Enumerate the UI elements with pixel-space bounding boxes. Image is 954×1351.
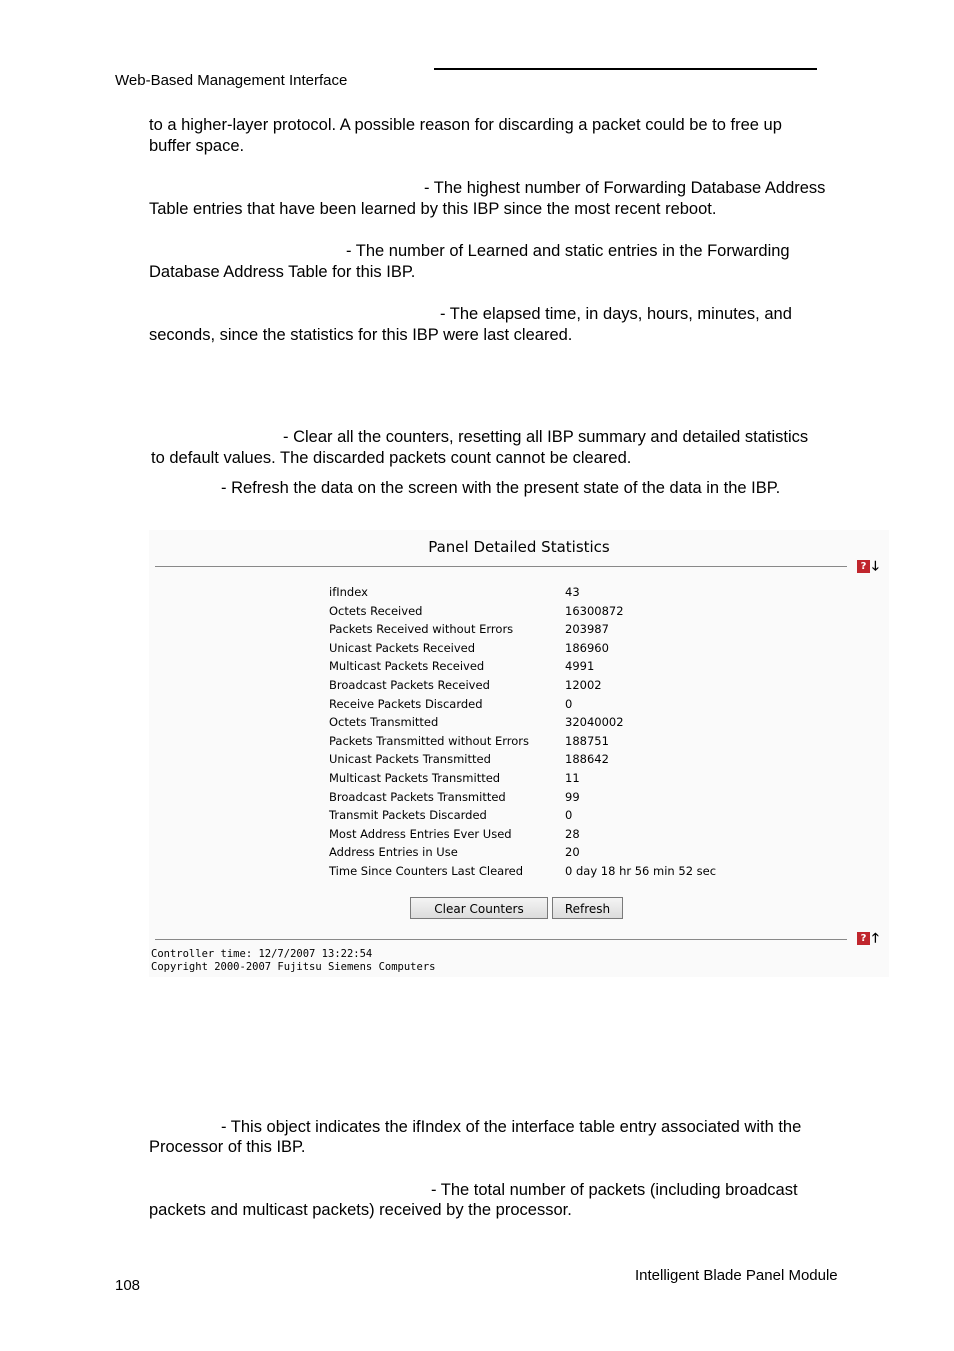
paragraph-time-since-cleared-line1: - The elapsed time, in days, hours, minutes, and	[440, 305, 792, 323]
stat-value: 32040002	[565, 715, 624, 730]
paragraph-packets-received-line2: packets and multicast packets) received by the processor.	[149, 1201, 572, 1219]
paragraph-entries-in-use-line1: - The number of Learned and static entries in the Forwarding	[346, 242, 790, 260]
stat-value: 0	[565, 808, 573, 823]
stat-value: 11	[565, 770, 580, 785]
paragraph-refresh-line1: - Refresh the data on the screen with the present state of the data in the IBP.	[221, 479, 781, 497]
stat-label: Unicast Packets Received	[329, 640, 476, 655]
clear-counters-button[interactable]: Clear Counters	[410, 897, 548, 919]
stat-value: 186960	[565, 640, 609, 655]
stat-value: 188642	[565, 752, 609, 767]
stat-value: 28	[565, 826, 580, 841]
refresh-button[interactable]: Refresh	[552, 897, 623, 919]
panel-title: Panel Detailed Statistics	[428, 538, 610, 556]
page-number: 108	[115, 1277, 141, 1294]
stat-value: 99	[565, 789, 580, 804]
stat-label: Octets Transmitted	[329, 715, 439, 730]
header-rule	[434, 68, 817, 70]
bottom-divider	[155, 939, 847, 940]
stat-value: 43	[565, 585, 580, 599]
paragraph-clear-counters-line2: to default values. The discarded packets count cannot be cleared.	[151, 449, 632, 467]
stat-value: 12002	[565, 677, 602, 692]
stat-label: Packets Transmitted without Errors	[329, 733, 530, 748]
stat-label: Most Address Entries Ever Used	[329, 826, 512, 841]
controller-time: Controller time: 12/7/2007 13:22:54	[151, 948, 373, 960]
paragraph-most-entries-line1: - The highest number of Forwarding Database Address	[424, 179, 826, 197]
stat-label: Receive Packets Discarded	[329, 696, 483, 711]
stat-label: ifIndex	[329, 585, 368, 599]
help-icon-bottom[interactable]: ?	[857, 932, 870, 945]
stat-value: 4991	[565, 659, 595, 674]
paragraph-discard-line2: buffer space.	[149, 137, 245, 155]
page-header-title: Web-Based Management Interface	[115, 72, 348, 89]
arrow-down-icon[interactable]: 🡓	[872, 559, 879, 574]
stat-label: Multicast Packets Received	[329, 659, 485, 674]
stat-label: Address Entries in Use	[329, 845, 458, 860]
stat-label: Broadcast Packets Transmitted	[329, 789, 506, 804]
stat-value: 203987	[565, 622, 609, 637]
paragraph-clear-counters-line1: - Clear all the counters, resetting all IBP summary and detailed statistics	[283, 428, 809, 446]
copyright: Copyright 2000-2007 Fujitsu Siemens Computers	[151, 961, 436, 973]
top-divider	[155, 566, 847, 567]
arrow-up-icon[interactable]: 🡑	[872, 931, 879, 946]
stat-value: 0	[565, 696, 573, 711]
stat-label: Packets Received without Errors	[329, 622, 514, 637]
stat-value: 188751	[565, 733, 609, 748]
paragraph-discard-line1: to a higher-layer protocol. A possible reason for discarding a packet could be to free up	[149, 116, 782, 134]
stat-value: 0 day 18 hr 56 min 52 sec	[565, 863, 717, 878]
paragraph-packets-received-line1: - The total number of packets (including broadcast	[431, 1181, 798, 1199]
paragraph-entries-in-use-line2: Database Address Table for this IBP.	[149, 263, 416, 281]
footer-document-title: Intelligent Blade Panel Module	[635, 1267, 838, 1284]
help-icon[interactable]: ?	[857, 560, 870, 573]
panel-detailed-statistics-screenshot	[149, 530, 889, 977]
stat-value: 20	[565, 845, 580, 860]
stat-label: Octets Received	[329, 603, 423, 618]
paragraph-most-entries-line2: Table entries that have been learned by this IBP since the most recent reboot.	[149, 200, 717, 218]
stat-label: Transmit Packets Discarded	[329, 808, 487, 823]
paragraph-ifindex-line1: - This object indicates the ifIndex of the interface table entry associated with the	[221, 1118, 802, 1136]
stat-label: Broadcast Packets Received	[329, 677, 490, 692]
paragraph-time-since-cleared-line2: seconds, since the statistics for this IBP were last cleared.	[149, 326, 573, 344]
stat-value: 16300872	[565, 603, 624, 618]
paragraph-ifindex-line2: Processor of this IBP.	[149, 1138, 306, 1156]
stat-label: Multicast Packets Transmitted	[329, 770, 501, 785]
stat-label: Time Since Counters Last Cleared	[329, 863, 524, 878]
stat-label: Unicast Packets Transmitted	[329, 752, 491, 767]
